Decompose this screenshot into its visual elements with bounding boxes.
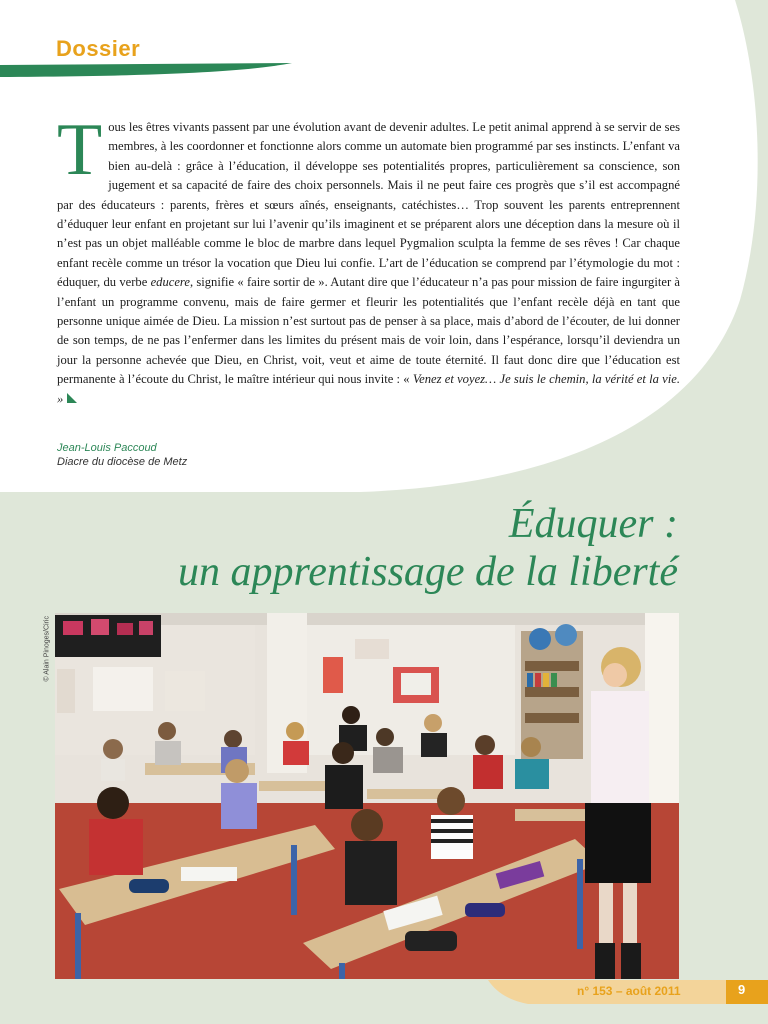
author-name: Jean-Louis Paccoud xyxy=(57,442,157,454)
author-role: Diacre du diocèse de Metz xyxy=(57,456,188,468)
article-body xyxy=(57,109,680,409)
article-quote-close: » xyxy=(57,391,64,406)
article-quote: Venez et voyez… Je suis le chemin, la vérité et la vie. xyxy=(412,372,680,387)
page-title xyxy=(178,500,678,596)
article-text-part2: , signifie « faire sortir de ». Autant dire que l’éducateur n’a pas pour mission de faire ingurgiter à l’enfant un programme convenu, mais de faire germer et fleurir les potentialités que l’enfant recèle déjà en tant que personne unique aimée de Dieu. La mission n’est surtout pas de penser à sa place, mais d’abord de l’écouter, de lui donner de son temps, de ne pas l’enfermer dans les limites du présent mais de voir loin, dans l’espérance, lorsqu’il deviendra un jour la personne achevée que Dieu, en Christ, voit, veut et aime de toute éternité. Il faut donc dire que l’éducation est permanente à l’écoute du Christ, le maître intérieur qui nous invite : « xyxy=(57,275,680,387)
section-label: Dossier xyxy=(56,36,141,61)
section-bar xyxy=(0,62,292,78)
article-text-part1: ous les êtres vivants passent par une évolution avant de devenir adultes. Le petit animal apprend à se servir de ses membres, à les coordonner et fonctionne alors comme un automate bien programmé par ses instincts. L’enfant va bien au-delà : grâce à l’éducation, il développe ses potentialités propres, particulièrement sa conscience, son jugement et sa capacité de faire des choix personnels. Mais il ne peut faire ces progrès que s’il est accompagné par des éducateurs : parents, frères et sœurs aînés, enseignants, catéchistes… Trop souvent les parents entreprennent d’éduquer leur enfant en projetant sur lui l’avenir qu’ils imaginent et se préparent alors une déception dans la mesure où il n’est pas un objet malléable comme le bloc de marbre dans lequel Pygmalion sculpta la femme de ses rêves ! Car chaque enfant recèle comme un trésor la vocation que Dieu lui confie. L’art de l’éducation se comprend par l’étymologie du mot : éduquer, du verbe xyxy=(57,120,680,290)
article-emphasis-educere: educere xyxy=(150,275,190,290)
title-line1: Éduquer : xyxy=(508,501,678,547)
dropcap-letter: T xyxy=(57,109,103,191)
end-mark-icon xyxy=(66,392,78,404)
photo-credit-text: © Alain Pinoges/Ciric xyxy=(43,616,51,682)
classroom-photo xyxy=(55,613,679,979)
classroom-illustration xyxy=(55,613,679,979)
author-block xyxy=(57,441,187,469)
photo-credit xyxy=(42,613,52,683)
page-number: 9 xyxy=(738,982,746,997)
issue-label: n° 153 – août 2011 xyxy=(577,984,681,998)
title-line2: un apprentissage de la liberté xyxy=(177,549,678,595)
